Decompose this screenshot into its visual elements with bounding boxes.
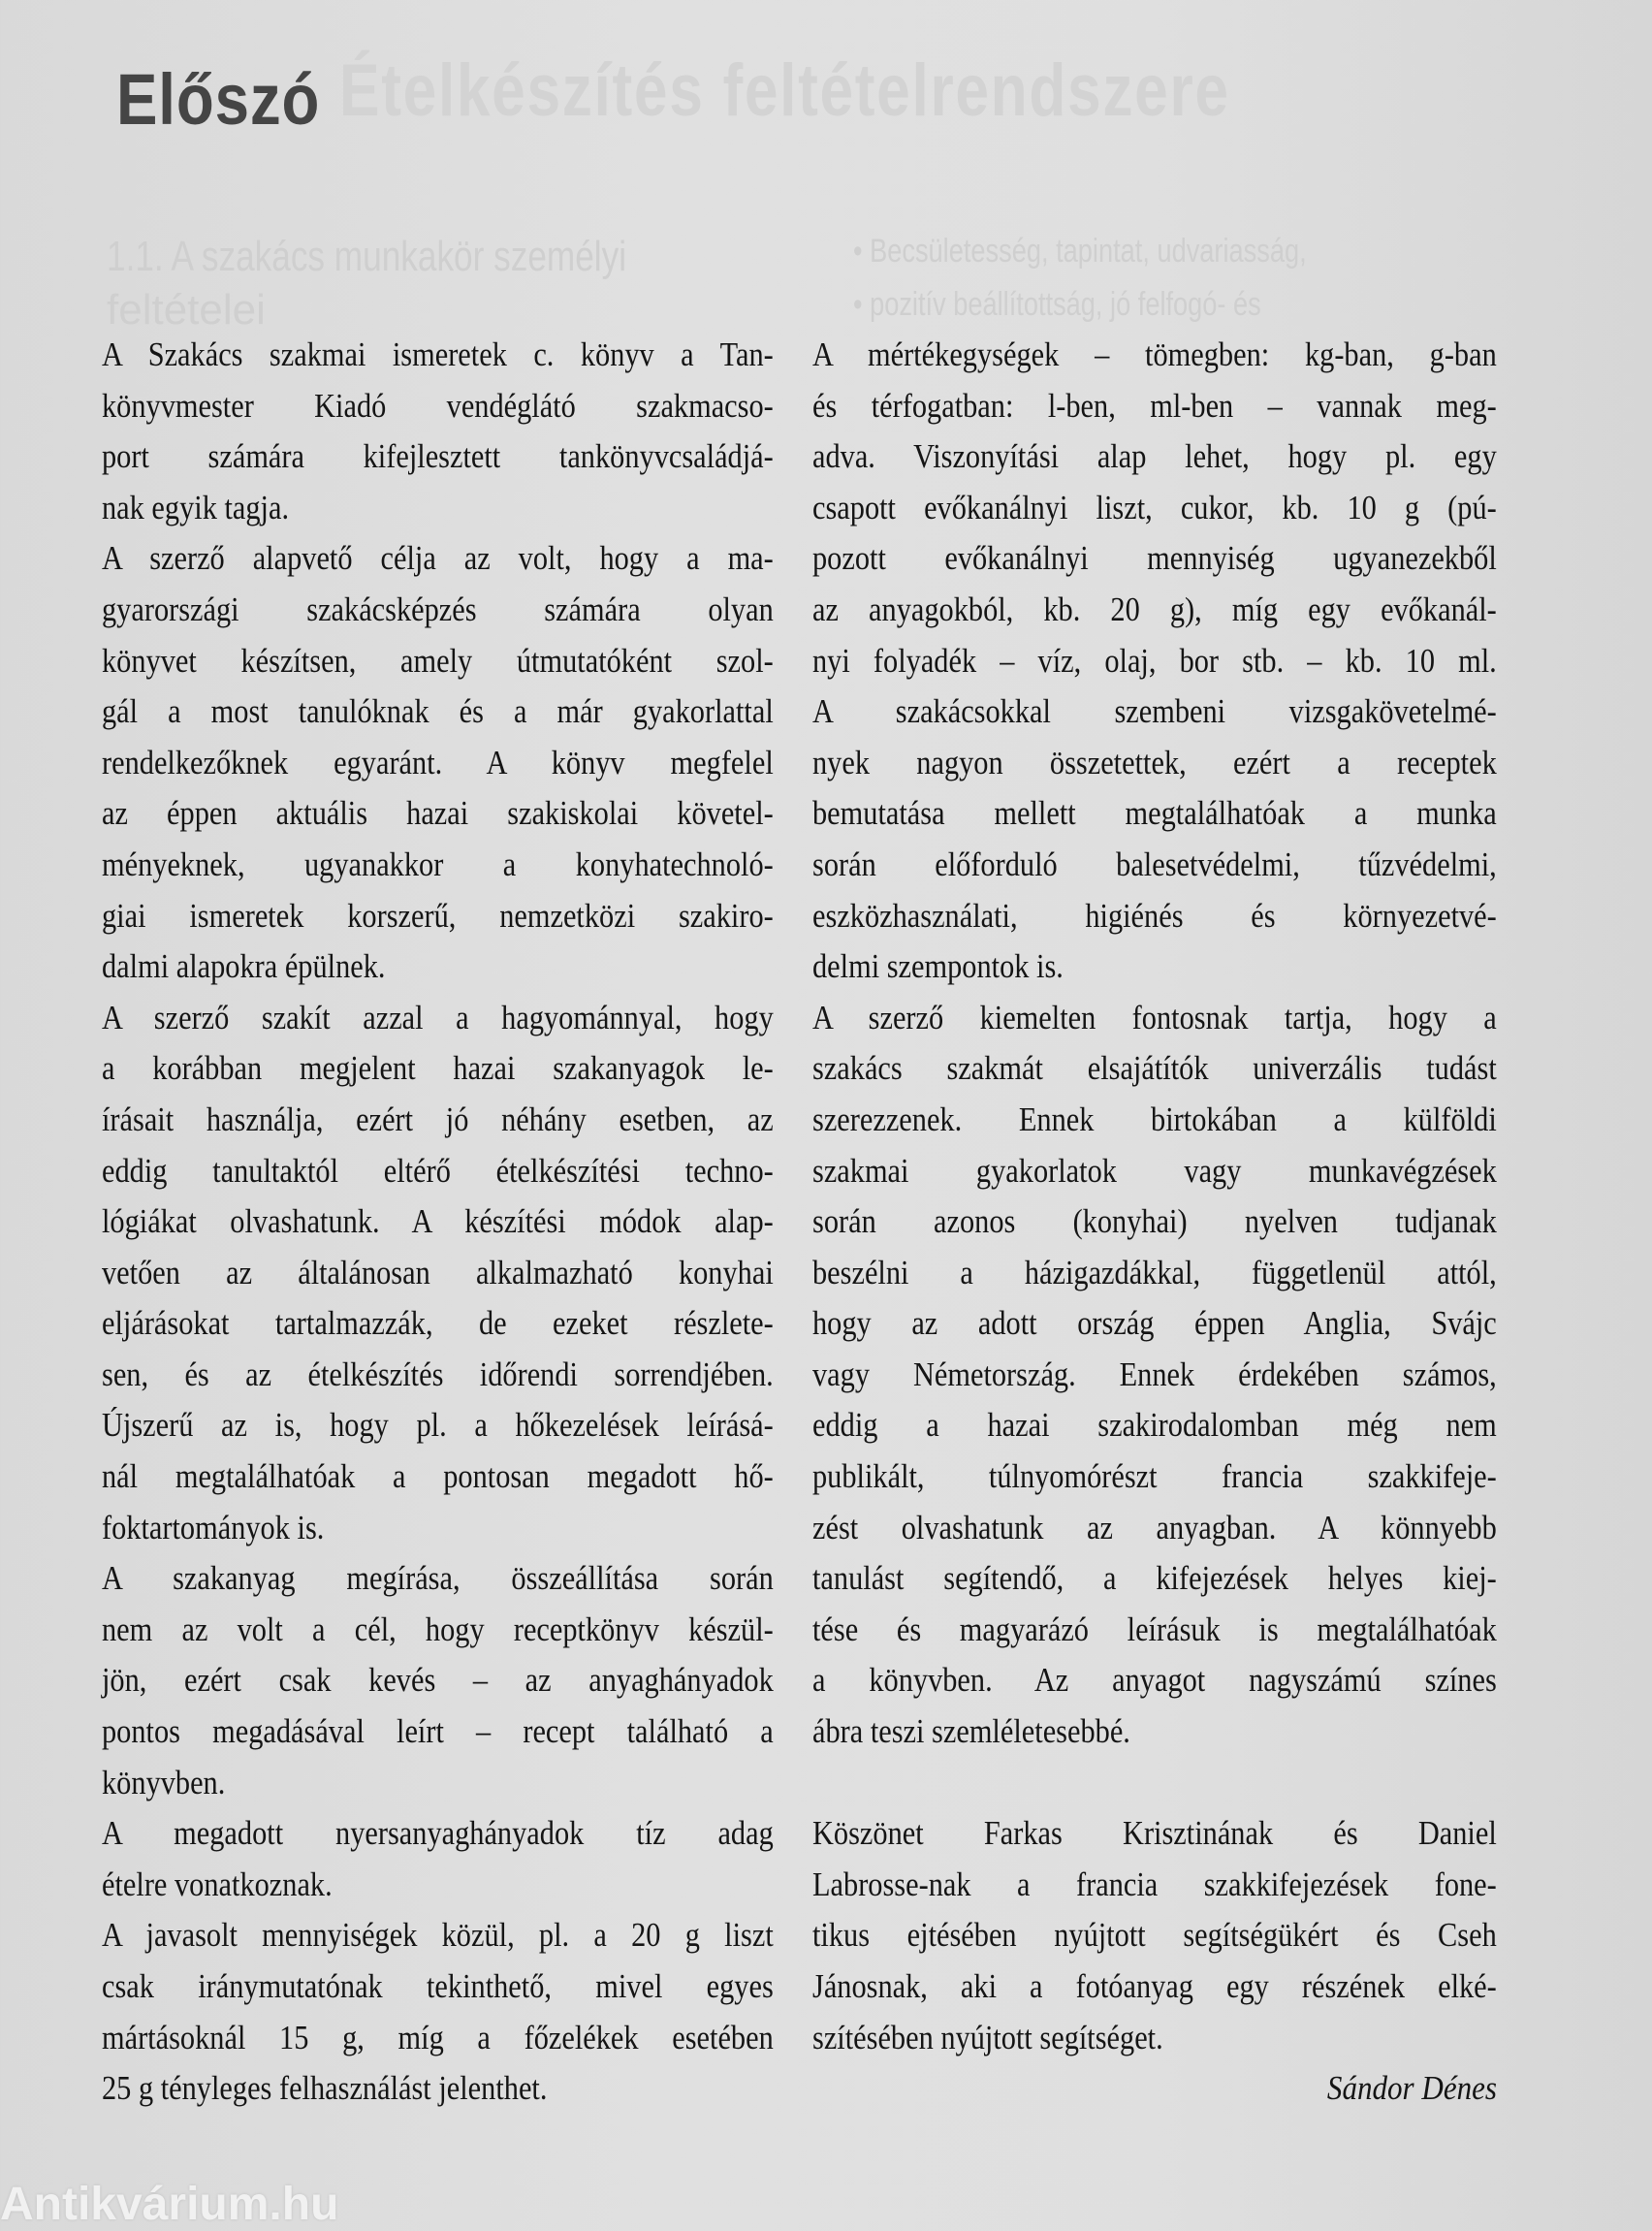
text-line: jön, ezért csak kevés – az anyaghányadok bbox=[102, 1662, 774, 1700]
text-line: szerezzenek. Ennek birtokában a külföldi bbox=[812, 1100, 1497, 1138]
text-line: delmi szempontok is. bbox=[812, 948, 1064, 986]
paragraph-gap bbox=[812, 1758, 1497, 1809]
text-line: eljárásokat tartalmazzák, de ezeket részlete- bbox=[102, 1305, 774, 1343]
text-line: nak egyik tagja. bbox=[102, 489, 290, 526]
text-line: gyarországi szakácsképzés számára olyan bbox=[102, 590, 774, 628]
text-line: publikált, túlnyomórészt francia szakkifeje- bbox=[812, 1458, 1497, 1496]
text-line: A Szakács szakmai ismeretek c. könyv a Tan- bbox=[102, 336, 774, 373]
text-line: pontos megadásával leírt – recept található a bbox=[102, 1713, 774, 1751]
right-column-text bbox=[812, 330, 1497, 2063]
text-line: Jánosnak, aki a fotóanyag egy részének elké- bbox=[812, 1968, 1497, 2005]
text-line: könyvet készítsen, amely útmutatóként szol- bbox=[102, 642, 774, 680]
text-line: A javasolt mennyiségek közül, pl. a 20 g liszt bbox=[102, 1917, 774, 1955]
text-line: dalmi alapokra épülnek. bbox=[102, 948, 386, 986]
text-line: szakács szakmát elsajátítók univerzális tudást bbox=[812, 1050, 1497, 1088]
text-line: A mértékegységek – tömegben: kg-ban, g-ban bbox=[812, 336, 1497, 373]
text-line: az éppen aktuális hazai szakiskolai követel- bbox=[102, 795, 774, 833]
text-line: zést olvashatunk az anyagban. A könnyebb bbox=[812, 1509, 1497, 1546]
text-line: tése és magyarázó leírásuk is megtalálhatóak bbox=[812, 1610, 1497, 1648]
watermark: Antikvárium.hu bbox=[0, 2179, 339, 2230]
text-line: nál megtalálhatóak a pontosan megadott hő- bbox=[102, 1458, 774, 1496]
text-line: vagy Németország. Ennek érdekében számos, bbox=[812, 1355, 1497, 1393]
right-column bbox=[812, 330, 1497, 2115]
text-line: bemutatása mellett megtalálhatóak a munka bbox=[812, 795, 1497, 833]
bleed-through-subheading: 1.1. A szakács munkakör személyi bbox=[107, 233, 627, 280]
text-line: szakmai gyakorlatok vagy munkavégzések bbox=[812, 1152, 1497, 1190]
author-signature: Sándor Dénes bbox=[1326, 2070, 1497, 2108]
text-line: nyi folyadék – víz, olaj, bor stb. – kb. 10 ml. bbox=[812, 642, 1497, 680]
text-line: nyek nagyon összetettek, ezért a receptek bbox=[812, 744, 1497, 781]
text-line: eddig tanultaktól eltérő ételkészítési techno- bbox=[102, 1152, 774, 1190]
text-line: gál a most tanulóknak és a már gyakorlattal bbox=[102, 693, 774, 731]
text-line: a korábban megjelent hazai szakanyagok le- bbox=[102, 1050, 774, 1088]
text-line: a könyvben. Az anyagot nagyszámú színes bbox=[812, 1662, 1497, 1700]
text-line: A szerző szakít azzal a hagyománnyal, hogy bbox=[102, 999, 774, 1036]
text-line: A szakácsokkal szembeni vizsgakövetelmé- bbox=[812, 693, 1497, 731]
text-line: nem az volt a cél, hogy receptkönyv készül- bbox=[102, 1610, 774, 1648]
bleed-through-title: Ételkészítés feltételrendszere bbox=[339, 49, 1230, 132]
text-line: port számára kifejlesztett tankönyvcsaládjá- bbox=[102, 438, 774, 476]
text-line: rendelkezőknek egyaránt. A könyv megfelel bbox=[102, 744, 774, 781]
text-line: A megadott nyersanyaghányadok tíz adag bbox=[102, 1815, 774, 1853]
text-line: tanulást segítendő, a kifejezések helyes kiej- bbox=[812, 1560, 1497, 1598]
text-line: adva. Viszonyítási alap lehet, hogy pl. egy bbox=[812, 438, 1497, 476]
text-line: ábra teszi szemléletesebbé. bbox=[812, 1713, 1130, 1751]
text-line: pozott evőkanálnyi mennyiség ugyanezekből bbox=[812, 540, 1497, 578]
text-line: A szakanyag megírása, összeállítása során bbox=[102, 1560, 774, 1598]
text-line: 25 g tényleges felhasználást jelenthet. bbox=[102, 2070, 548, 2108]
text-line: könyvben. bbox=[102, 1764, 226, 1801]
text-line: sen, és az ételkészítés időrendi sorrendjében. bbox=[102, 1355, 774, 1393]
bleed-through-bullet: • pozitív beállítottság, jó felfogó- és bbox=[853, 286, 1261, 323]
bleed-through-subheading: feltételei bbox=[107, 286, 266, 334]
text-line: írásait használja, ezért jó néhány esetben, az bbox=[102, 1100, 774, 1138]
text-line: során azonos (konyhai) nyelven tudjanak bbox=[812, 1203, 1497, 1241]
text-line: vetően az általánosan alkalmazható konyhai bbox=[102, 1254, 774, 1291]
text-line: eddig a hazai szakirodalomban még nem bbox=[812, 1407, 1497, 1445]
text-line: lógiákat olvashatunk. A készítési módok alap- bbox=[102, 1203, 774, 1241]
text-line: Labrosse-nak a francia szakkifejezések fone- bbox=[812, 1865, 1497, 1903]
text-line: mártásoknál 15 g, míg a főzelékek esetében bbox=[102, 2019, 774, 2056]
text-line: során előforduló balesetvédelmi, tűzvédelmi, bbox=[812, 845, 1497, 883]
text-line: ményeknek, ugyanakkor a konyhatechnoló- bbox=[102, 845, 774, 883]
text-line: tikus ejtésében nyújtott segítségükért és Cseh bbox=[812, 1917, 1497, 1955]
text-line: az anyagokból, kb. 20 g), míg egy evőkanál- bbox=[812, 590, 1497, 628]
left-column bbox=[102, 330, 774, 2115]
text-line: csak iránymutatónak tekinthető, mivel egyes bbox=[102, 1968, 774, 2005]
text-line: giai ismeretek korszerű, nemzetközi szakiro- bbox=[102, 897, 774, 935]
text-line: szítésében nyújtott segítséget. bbox=[812, 2019, 1163, 2056]
text-line: A szerző alapvető célja az volt, hogy a ma- bbox=[102, 540, 774, 578]
text-line: foktartományok is. bbox=[102, 1509, 325, 1546]
text-line: könyvmester Kiadó vendéglátó szakmacso- bbox=[102, 387, 774, 425]
text-line: Köszönet Farkas Krisztinának és Daniel bbox=[812, 1815, 1497, 1853]
text-line: csapott evőkanálnyi liszt, cukor, kb. 10 g (pú- bbox=[812, 489, 1497, 526]
text-line: eszközhasználati, higiénés és környezetvé- bbox=[812, 897, 1497, 935]
text-line: és térfogatban: l-ben, ml-ben – vannak meg- bbox=[812, 387, 1497, 425]
text-line: hogy az adott ország éppen Anglia, Svájc bbox=[812, 1305, 1497, 1343]
page-title: Előszó bbox=[116, 59, 321, 140]
text-line: beszélni a házigazdákkal, függetlenül attól, bbox=[812, 1254, 1497, 1291]
bleed-through-bullet: • Becsületesség, tapintat, udvariasság, bbox=[853, 233, 1307, 270]
text-line: Újszerű az is, hogy pl. a hőkezelések leírásá- bbox=[102, 1407, 774, 1445]
text-line: ételre vonatkoznak. bbox=[102, 1865, 333, 1903]
text-line: A szerző kiemelten fontosnak tartja, hogy a bbox=[812, 999, 1497, 1036]
